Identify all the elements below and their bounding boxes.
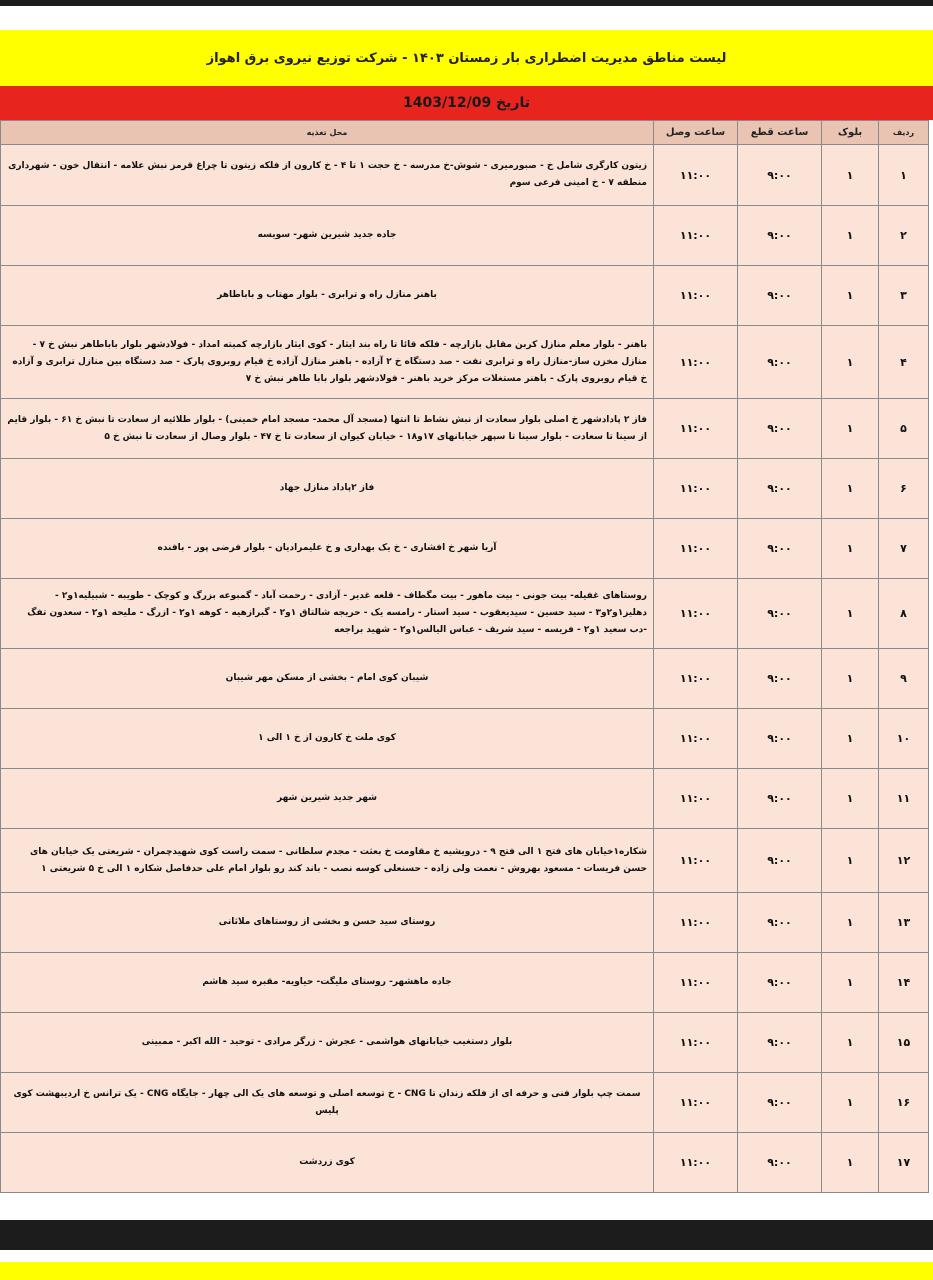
top-black-bar bbox=[0, 0, 933, 6]
table-row bbox=[1, 893, 929, 953]
row-block: ۱ bbox=[822, 519, 879, 579]
row-connect-time: ۱۱:۰۰ bbox=[654, 459, 738, 519]
row-cut-time: ۹:۰۰ bbox=[738, 459, 822, 519]
row-block: ۱ bbox=[822, 399, 879, 459]
row-place: جاده جدید شیرین شهر- سویسه bbox=[1, 206, 654, 266]
bottom-yellow-strip bbox=[0, 1262, 933, 1280]
row-block: ۱ bbox=[822, 1073, 879, 1133]
row-number: ۱۴ bbox=[879, 953, 929, 1013]
row-block: ۱ bbox=[822, 953, 879, 1013]
row-place: بلوار دستغیب خیابانهای هواشمی - عجرش - زرگر مرادی - توحید - الله اکبر - ممبینی bbox=[1, 1013, 654, 1073]
row-block: ۱ bbox=[822, 769, 879, 829]
row-place: روستاهای غفیله- بیت جونی - بیت ماهور - بیت مگطاف - قلعه غدیر - آزادی - رحمت آباد - گمبوعه بزرگ و کوچک - طویبه - شبیلیه۱و۲ - دهلیز۱و۲و۳ - سید حسین - سیدیعقوب - سید استار - رامسه یک - حریجه شالتاق ۱و۲ - گبرازهیه - کوهه ۱و۲ - ازرگ - ملیحه ۱و۲ - سعدون تفگ -دب سعید ۱و۲ - فریسه - سید شریف - عباس الیالس۱و۲ - شهید براجعه bbox=[1, 579, 654, 649]
table-row bbox=[1, 1073, 929, 1133]
table-row bbox=[1, 459, 929, 519]
row-number: ۶ bbox=[879, 459, 929, 519]
table-row bbox=[1, 709, 929, 769]
row-place: فاز ۲پاداد منازل جهاد bbox=[1, 459, 654, 519]
row-cut-time: ۹:۰۰ bbox=[738, 1073, 822, 1133]
row-block: ۱ bbox=[822, 145, 879, 206]
row-block: ۱ bbox=[822, 579, 879, 649]
row-number: ۴ bbox=[879, 326, 929, 399]
row-cut-time: ۹:۰۰ bbox=[738, 829, 822, 893]
row-block: ۱ bbox=[822, 649, 879, 709]
row-cut-time: ۹:۰۰ bbox=[738, 893, 822, 953]
table-row bbox=[1, 399, 929, 459]
table-row bbox=[1, 953, 929, 1013]
header-cut-time: ساعت قطع bbox=[738, 121, 822, 145]
row-connect-time: ۱۱:۰۰ bbox=[654, 206, 738, 266]
row-number: ۹ bbox=[879, 649, 929, 709]
row-connect-time: ۱۱:۰۰ bbox=[654, 145, 738, 206]
row-block: ۱ bbox=[822, 459, 879, 519]
row-cut-time: ۹:۰۰ bbox=[738, 326, 822, 399]
row-number: ۱۲ bbox=[879, 829, 929, 893]
row-cut-time: ۹:۰۰ bbox=[738, 769, 822, 829]
row-number: ۸ bbox=[879, 579, 929, 649]
table-row bbox=[1, 829, 929, 893]
row-connect-time: ۱۱:۰۰ bbox=[654, 519, 738, 579]
row-connect-time: ۱۱:۰۰ bbox=[654, 769, 738, 829]
row-place: باهنر - بلوار معلم منازل کربن مقابل بازارچه - فلکه قائا تا راه بند ایثار - کوی ایثار بازارچه کمیته امداد - فولادشهر بلوار باباطاهر نبش خ ۷ - منازل مخزن ساز-منازل راه و ترابری نفت - صد دستگاه خ ۲ آزاده - باهنر منازل آزاده خ قیام روبروی پارک - صد دستگاه بین منازل ترابری و آزاده خ قیام روبروی پارک - باهنر مستغلات مرکز خرید باهنر - فولادشهر بلوار بابا طاهر نبش خ ۷ bbox=[1, 326, 654, 399]
table-row bbox=[1, 579, 929, 649]
row-number: ۱۵ bbox=[879, 1013, 929, 1073]
bottom-black-bar bbox=[0, 1220, 933, 1250]
row-cut-time: ۹:۰۰ bbox=[738, 1133, 822, 1193]
table-row bbox=[1, 1133, 929, 1193]
table-row bbox=[1, 266, 929, 326]
row-connect-time: ۱۱:۰۰ bbox=[654, 326, 738, 399]
row-connect-time: ۱۱:۰۰ bbox=[654, 953, 738, 1013]
table-row bbox=[1, 1013, 929, 1073]
row-place: سمت چپ بلوار فنی و حرفه ای از فلکه زندان تا CNG - خ توسعه اصلی و توسعه های یک الی چهار - جایگاه CNG - یک ترانس خ اردیبهشت کوی پلیس bbox=[1, 1073, 654, 1133]
row-block: ۱ bbox=[822, 206, 879, 266]
row-connect-time: ۱۱:۰۰ bbox=[654, 266, 738, 326]
row-cut-time: ۹:۰۰ bbox=[738, 709, 822, 769]
row-number: ۱۷ bbox=[879, 1133, 929, 1193]
table-row bbox=[1, 145, 929, 206]
table-row bbox=[1, 326, 929, 399]
row-connect-time: ۱۱:۰۰ bbox=[654, 709, 738, 769]
row-place: باهنر منازل راه و ترابری - بلوار مهتاب و باباطاهر bbox=[1, 266, 654, 326]
row-number: ۵ bbox=[879, 399, 929, 459]
row-block: ۱ bbox=[822, 266, 879, 326]
row-number: ۱۳ bbox=[879, 893, 929, 953]
row-connect-time: ۱۱:۰۰ bbox=[654, 1073, 738, 1133]
schedule-table bbox=[0, 120, 929, 1193]
row-place: فاز ۲ پادادشهر خ اصلی بلوار سعادت از نبش نشاط تا انتها (مسجد آل محمد- مسجد امام خمینی) - بلوار طلائیه از سعادت تا نبش خ ۶۱ - بلوار قایم از سینا تا سعادت - بلوار سینا تا سپهر خیابانهای ۱۷و۱۸ - خیابان کیوان از سعادت تا خ ۴۷ - بلوار وصال از سعادت تا نبش خ ۵ bbox=[1, 399, 654, 459]
table-row bbox=[1, 649, 929, 709]
row-number: ۱۱ bbox=[879, 769, 929, 829]
row-block: ۱ bbox=[822, 709, 879, 769]
table-row bbox=[1, 206, 929, 266]
row-place: آریا شهر خ افشاری - خ یک بهداری و خ علیمرادیان - بلوار فرضی پور - بافنده bbox=[1, 519, 654, 579]
row-cut-time: ۹:۰۰ bbox=[738, 145, 822, 206]
row-number: ۱۶ bbox=[879, 1073, 929, 1133]
row-place: شکاره۱خیابان های فتح ۱ الی فتح ۹ - درویشیه خ مقاومت خ بعثت - مجدم سلطانی - سمت راست کوی شهیدچمران - شریعتی یک خیابان های حسن فریسات - مسعود بهروش - نعمت ولی زاده - حسنعلی کوسه نصب - باند کند رو بلوار امام علی حدفاصل شکاره ۱ الی خ ۵ شریعتی ۱ bbox=[1, 829, 654, 893]
row-place: کوی ملت خ کارون از خ ۱ الی ۱ bbox=[1, 709, 654, 769]
row-place: شیبان کوی امام - بخشی از مسکن مهر شیبان bbox=[1, 649, 654, 709]
row-number: ۲ bbox=[879, 206, 929, 266]
row-cut-time: ۹:۰۰ bbox=[738, 953, 822, 1013]
row-cut-time: ۹:۰۰ bbox=[738, 206, 822, 266]
table-header-row bbox=[1, 121, 929, 145]
row-number: ۱۰ bbox=[879, 709, 929, 769]
row-cut-time: ۹:۰۰ bbox=[738, 579, 822, 649]
row-block: ۱ bbox=[822, 326, 879, 399]
row-connect-time: ۱۱:۰۰ bbox=[654, 829, 738, 893]
row-block: ۱ bbox=[822, 1133, 879, 1193]
page-title: لیست مناطق مدیریت اضطراری بار زمستان ۱۴۰۳ - شرکت توزیع نیروی برق اهواز bbox=[0, 30, 933, 86]
row-cut-time: ۹:۰۰ bbox=[738, 649, 822, 709]
row-number: ۱ bbox=[879, 145, 929, 206]
row-cut-time: ۹:۰۰ bbox=[738, 519, 822, 579]
table-row bbox=[1, 519, 929, 579]
row-number: ۷ bbox=[879, 519, 929, 579]
row-place: زیتون کارگری شامل خ - صبورمیری - شوش-خ مدرسه - خ حجت ۱ تا ۴ - خ کارون از فلکه زیتون تا چراغ قرمز نبش علامه - انتقال خون - شهرداری منطقه ۷ - خ امینی فرعی سوم bbox=[1, 145, 654, 206]
header-place: محل تغذیه bbox=[1, 121, 654, 145]
row-block: ۱ bbox=[822, 1013, 879, 1073]
row-block: ۱ bbox=[822, 893, 879, 953]
date-banner: تاریخ 1403/12/09 bbox=[0, 86, 933, 120]
header-row-number: ردیف bbox=[879, 121, 929, 145]
row-connect-time: ۱۱:۰۰ bbox=[654, 399, 738, 459]
row-cut-time: ۹:۰۰ bbox=[738, 1013, 822, 1073]
row-connect-time: ۱۱:۰۰ bbox=[654, 649, 738, 709]
row-connect-time: ۱۱:۰۰ bbox=[654, 1013, 738, 1073]
row-place: روستای سید حسن و بخشی از روستاهای ملاثانی bbox=[1, 893, 654, 953]
row-connect-time: ۱۱:۰۰ bbox=[654, 579, 738, 649]
table-row bbox=[1, 769, 929, 829]
row-connect-time: ۱۱:۰۰ bbox=[654, 893, 738, 953]
row-cut-time: ۹:۰۰ bbox=[738, 266, 822, 326]
row-cut-time: ۹:۰۰ bbox=[738, 399, 822, 459]
row-number: ۳ bbox=[879, 266, 929, 326]
header-connect-time: ساعت وصل bbox=[654, 121, 738, 145]
row-connect-time: ۱۱:۰۰ bbox=[654, 1133, 738, 1193]
row-block: ۱ bbox=[822, 829, 879, 893]
row-place: شهر جدید شیرین شهر bbox=[1, 769, 654, 829]
row-place: کوی زردشت bbox=[1, 1133, 654, 1193]
row-place: جاده ماهشهر- روستای ملیگت- حیاویه- مقبره سید هاشم bbox=[1, 953, 654, 1013]
header-block: بلوک bbox=[822, 121, 879, 145]
